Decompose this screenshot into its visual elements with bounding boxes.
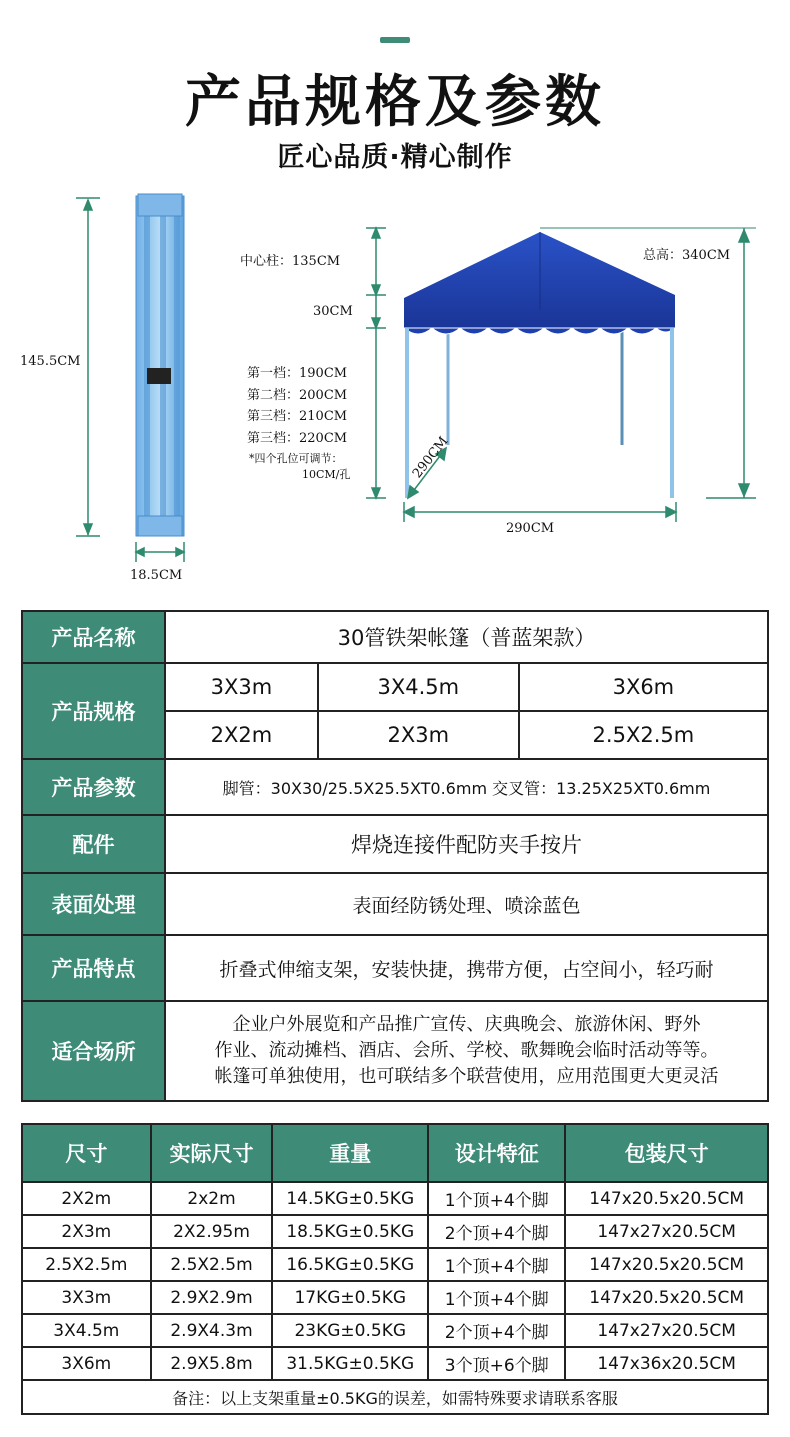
size-cell: 3X6m xyxy=(519,663,768,711)
table-cell: 18.5KG±0.5KG xyxy=(272,1215,428,1248)
gap-label: 30CM xyxy=(313,304,353,319)
spec-value: 焊烧连接件配防夹手按片 xyxy=(165,815,768,873)
table-cell: 1个顶+4个脚 xyxy=(428,1281,565,1314)
size-cell: 3X3m xyxy=(165,663,318,711)
table-row xyxy=(22,1281,768,1314)
table-cell: 2.9X5.8m xyxy=(151,1347,273,1380)
table-cell: 147x20.5x20.5CM xyxy=(565,1281,768,1314)
table-cell: 2X2m xyxy=(22,1182,151,1215)
table-cell: 147x27x20.5CM xyxy=(565,1215,768,1248)
adjust-note-line2: 10CM/孔 xyxy=(302,468,351,481)
adjust-note-line1: *四个孔位可调节： xyxy=(249,452,343,465)
table-cell: 3X4.5m xyxy=(22,1314,151,1347)
folded-width-label: 18.5CM xyxy=(130,568,183,583)
spec-label: 产品参数 xyxy=(22,759,165,815)
spec-row-feature xyxy=(22,935,768,1001)
table-cell: 1个顶+4个脚 xyxy=(428,1182,565,1215)
spec-row-param xyxy=(22,759,768,815)
spec-value xyxy=(165,1001,768,1101)
table-cell: 2.5X2.5m xyxy=(151,1248,273,1281)
spec-row-place xyxy=(22,1001,768,1101)
table-cell: 3X6m xyxy=(22,1347,151,1380)
table-cell: 1个顶+4个脚 xyxy=(428,1248,565,1281)
place-line: 企业户外展览和产品推广宣传、庆典晚会、旅游休闲、野外 xyxy=(232,1014,701,1035)
column-header: 尺寸 xyxy=(22,1124,151,1182)
folded-frame xyxy=(136,194,184,536)
table-cell: 14.5KG±0.5KG xyxy=(272,1182,428,1215)
spec-row-name xyxy=(22,611,768,663)
spec-value: 脚管：30X30/25.5X25.5XT0.6mm 交叉管：13.25X25XT0.6mm xyxy=(165,759,768,815)
table-cell: 147x27x20.5CM xyxy=(565,1314,768,1347)
total-height-label: 总高：340CM xyxy=(643,248,731,263)
page-title: 产品规格及参数 xyxy=(185,70,605,135)
level-2-label: 第二档：200CM xyxy=(247,388,348,403)
table-row xyxy=(22,1215,768,1248)
table-row xyxy=(22,1314,768,1347)
tent-height-dimensions xyxy=(366,228,386,498)
depth-label: 290CM xyxy=(410,434,452,482)
table-cell: 147x20.5x20.5CM xyxy=(565,1182,768,1215)
size-cell: 2X3m xyxy=(318,711,519,759)
table-cell: 31.5KG±0.5KG xyxy=(272,1347,428,1380)
table-cell: 3个顶+6个脚 xyxy=(428,1347,565,1380)
column-header: 实际尺寸 xyxy=(151,1124,273,1182)
level-1-label: 第一档：190CM xyxy=(247,366,348,381)
table-cell: 3X3m xyxy=(22,1281,151,1314)
spec-row-surface xyxy=(22,873,768,935)
column-header: 包装尺寸 xyxy=(565,1124,768,1182)
folded-height-label: 145.5CM xyxy=(20,354,81,369)
size-cell: 2X2m xyxy=(165,711,318,759)
table-note: 备注：以上支架重量±0.5KG的误差，如需特殊要求请联系客服 xyxy=(22,1380,768,1414)
width-label: 290CM xyxy=(506,521,555,536)
place-line: 帐篷可单独使用，也可联结多个联营使用，应用范围更大更灵活 xyxy=(214,1066,719,1087)
column-header: 设计特征 xyxy=(428,1124,565,1182)
table-cell: 2.9X2.9m xyxy=(151,1281,273,1314)
level-3-label: 第三档：210CM xyxy=(247,409,348,424)
spec-value: 表面经防锈处理、喷涂蓝色 xyxy=(165,873,768,935)
spec-label: 产品特点 xyxy=(22,935,165,1001)
title-accent-bar xyxy=(380,37,410,43)
table-cell: 17KG±0.5KG xyxy=(272,1281,428,1314)
spec-label: 适合场所 xyxy=(22,1001,165,1101)
table-cell: 2个顶+4个脚 xyxy=(428,1215,565,1248)
spec-value: 折叠式伸缩支架，安装快捷，携带方便，占空间小，轻巧耐 xyxy=(165,935,768,1001)
table-cell: 2.9X4.3m xyxy=(151,1314,273,1347)
tent-width-dimension xyxy=(404,502,676,522)
product-diagram xyxy=(0,180,790,600)
folded-width-dimension xyxy=(136,542,184,562)
spec-label: 产品规格 xyxy=(22,663,165,759)
column-header: 重量 xyxy=(272,1124,428,1182)
table-row xyxy=(22,1248,768,1281)
size-table xyxy=(21,1123,769,1415)
size-table-header xyxy=(22,1124,768,1182)
spec-label: 配件 xyxy=(22,815,165,873)
size-cell: 3X4.5m xyxy=(318,663,519,711)
table-cell: 16.5KG±0.5KG xyxy=(272,1248,428,1281)
table-row xyxy=(22,1182,768,1215)
spec-label: 产品名称 xyxy=(22,611,165,663)
level-4-label: 第三档：220CM xyxy=(247,431,348,446)
tent-illustration xyxy=(0,180,790,600)
table-cell: 23KG±0.5KG xyxy=(272,1314,428,1347)
spec-row-size xyxy=(22,663,768,711)
place-line: 作业、流动摊档、酒店、会所、学校、歌舞晚会临时活动等等。 xyxy=(214,1040,719,1061)
spec-table xyxy=(21,610,769,1102)
spec-value: 30管铁架帐篷（普蓝架款） xyxy=(165,611,768,663)
table-cell: 2个顶+4个脚 xyxy=(428,1314,565,1347)
table-row xyxy=(22,1347,768,1380)
table-cell: 147x36x20.5CM xyxy=(565,1347,768,1380)
table-cell: 2X3m xyxy=(22,1215,151,1248)
table-note-row xyxy=(22,1380,768,1414)
center-pole-label: 中心柱：135CM xyxy=(240,254,341,269)
table-cell: 2x2m xyxy=(151,1182,273,1215)
size-cell: 2.5X2.5m xyxy=(519,711,768,759)
spec-label: 表面处理 xyxy=(22,873,165,935)
table-cell: 2.5X2.5m xyxy=(22,1248,151,1281)
table-cell: 2X2.95m xyxy=(151,1215,273,1248)
spec-row-parts xyxy=(22,815,768,873)
table-cell: 147x20.5x20.5CM xyxy=(565,1248,768,1281)
page-subtitle: 匠心品质·精心制作 xyxy=(277,142,513,173)
